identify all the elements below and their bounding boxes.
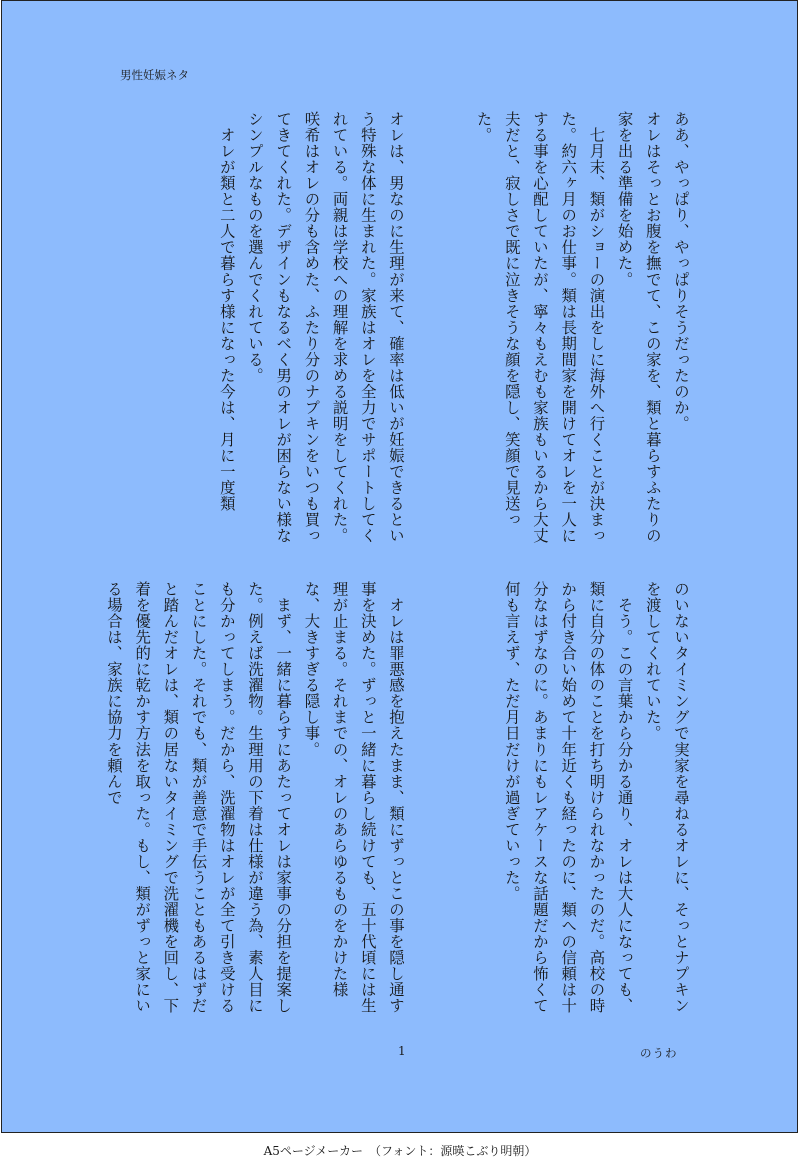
paragraph: まず、一緒に暮らすにあたってオレは家事の分担を提案した。例えば洗濯物。生理用の下着は仕様が違う為、素人目にも分かってしまう。だから、洗濯物はオレが全て引き受けることにした。それでも、類が善意で手伝うこともあるはずだと踏んだオレは、類の居ないタイミングで洗濯機を回し、下着を優先的に乾かす方法を取った。もし、類がずっと家にいる場合は、家族に協力を頼んで: [104, 581, 293, 1014]
footer-caption: A5ページメーカー （フォント：源暎こぶり明朝）: [263, 1144, 537, 1158]
manuscript-page: [1, 0, 798, 1133]
column-bottom-right: [405, 581, 695, 1021]
page-number: 1: [398, 1044, 406, 1058]
author-name: のうわ: [640, 1046, 678, 1060]
column-bottom-left: [104, 581, 410, 1021]
paragraph: オレは罪悪感を抱えたまま、類にずっとこの事を隠し通す事を決めた。ずっと一緒に暮らし続けても、五十代頃には生理が止まる。それまでの、オレのあらゆるものをかけた様な、大きすぎる隠し事。: [302, 581, 405, 1014]
paragraph: そう。この言葉から分かる通り、オレは大人になっても、類に自分の体のことを打ち明けられなかったのだ。高校の時から付き合い始めて十年近くも経ったのに、類への信頼は十分なはずなのに。あまりにもレアケースな話題だから怖くて何も言えず、ただ月日だけが過ぎていった。: [502, 581, 634, 1014]
column-top-right: [405, 111, 695, 551]
paragraph: 七月末、類がショーの演出をしに海外へ行くことが決まった。約六ヶ月のお仕事。類は長期間家を開けてオレを一人にする事を心配していたが、寧々もえむも家族もいるから大丈夫だと、寂しさで既に泣きそうな顔を隠し、笑顔で見送った。: [474, 111, 606, 544]
header-title: 男性妊娠ネタ: [120, 68, 189, 82]
paragraph: オレはそっとお腹を撫でて、この家を、類と暮らすふたりの家を出る準備を始めた。: [615, 111, 662, 544]
paragraph: オレは、男なのに生理が来て、確率は低いが妊娠できるという特殊な体に生まれた。家族はオレを全力でサポートしてくれている。両親は学校への理解を求める説明をしてくれた。咲希はオレの分も含めた、ふたり分のナプキンをいつも買ってきてくれた。デザインもなるべく男のオレが困らない様なシンプルなものを選んでくれている。: [245, 111, 405, 544]
paragraph: ああ、やっぱり、やっぱりそうだったのか。: [672, 111, 690, 432]
column-top-left: [110, 111, 410, 551]
paragraph: のいないタイミングで実家を尋ねるオレに、そっとナプキンを渡してくれていた。: [643, 581, 690, 1014]
paragraph: オレが類と二人で暮らす様になった今は、月に一度類: [217, 111, 236, 512]
